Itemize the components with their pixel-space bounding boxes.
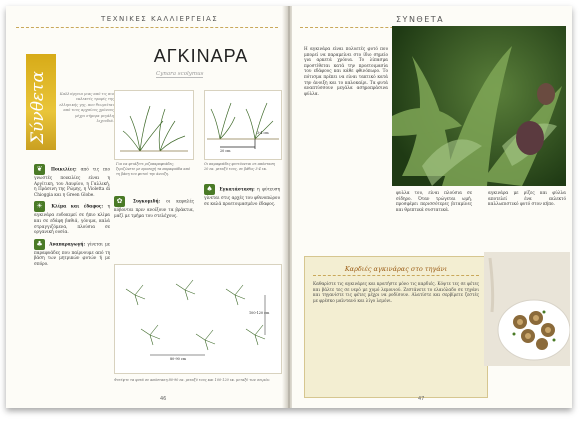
recipe-rule [313,275,479,276]
page-number-right: 47 [418,396,425,402]
figure-plant-spacing [114,264,282,374]
text-column-3: αγκινάρα με ρίζες και φύλλα αποτελεί ένα εκλεκτό καλλωπιστικό φυτό στον κήπο. [488,190,566,207]
page-number-left: 46 [160,396,167,402]
text-column-2: φυλλα του, είναι πλούσια σε σίδηρο. Όταν τρώγεται ωμή, προσφέρει περισσότερες βιταμίνες και θρεπτικά συστατικά. [396,190,472,212]
section-body: οι κεφαλές κόβονται πριν ανοίξουν τα βράκτια, μαζί με τμήμα του στελέχους. [114,198,194,218]
figure1-caption: Για να φτιάξετε ριζοπαραφυάδες, ξεριζώνετε με προσοχή τα παραφυάδα από τη βάση του φυτού την άνοιξη. [116,162,190,176]
figure-planting-depth [204,90,282,160]
dimension-label: 3-4 cm [257,131,269,135]
right-page [292,6,572,408]
artichoke-plant-photo [392,26,566,186]
sun-icon: ☀ [34,201,45,212]
figure2-caption: Οι παραφυάδες φυτεύονται σε απόσταση 20 εκ. μεταξύ τους, σε βάθος 3-4 εκ. [204,162,276,171]
left-page [6,6,286,408]
latin-name: Cynara scolymus [156,71,204,77]
header-rule [16,27,278,28]
artichoke-photo-art [392,26,566,186]
running-head-left: ΤΕΧΝΙΚΕΣ ΚΑΛΛΙΕΡΓΕΙΑΣ [101,15,219,23]
section-tab [26,54,56,150]
section-harvest [114,196,194,218]
text-column-1: Η αγκινάρα είναι πολυετές φυτό που μπορεί να παραμείνει στο ίδιο σημείο για αρκετά χρόνια. Το λίπασμα προστίθεται κατά την προετοιμασία του εδάφους και κάθε φθινόπωρο. Το πότισμα πρέπει να είναι τακτικό κατά την άνοιξη και το καλοκαίρι. Τα φυτά αναπτύσσουν μεγάλα ασημοπράσινα φύλλα. [304,46,388,96]
dimension-label: 100-120 cm [249,311,270,315]
section-heading: Αναπαραγωγή: [49,241,85,247]
dimension-label: 20 cm [220,149,231,153]
dish-photo-art [484,252,570,366]
recipe-box [304,256,488,398]
artichoke-plant-illustration [115,91,193,159]
section-installation [204,184,280,206]
dimension-label: 80-90 cm [170,357,186,361]
text-column-middle [114,196,194,218]
recipe-dish-photo [484,252,570,366]
text-column-right [204,184,280,206]
book-spread [6,6,572,408]
intro-text: Καλλιέργεια μιας από τις πιο εκλεκτές τροφές της ελληνικής γης, που θεωρείται από τους αρχαίους χρόνους μέχρι σήμερα μεγάλη λιχουδιά. [59,92,114,124]
section-tab-label: Σύνθετα [28,71,48,144]
basket-icon: ✿ [114,196,125,207]
recipe-title: Καρδιές αγκινάρας στο τηγάνι [344,265,448,273]
leaf-icon: ❦ [34,164,45,175]
section-heading: Κλίμα και έδαφος: [51,203,104,209]
section-body: από τις πιο γνωστές ποικιλίες είναι η Αργίτικη, του Λαυρίου, η Γαλλική, η Πράσινη της Ρώμης, η Violetta di Chioggia και η Green Globe. [34,166,110,197]
section-climate-soil [34,201,110,234]
page-title: ΑΓΚΙΝΑΡΑ [153,46,249,66]
section-heading: Εγκατάσταση: [219,186,255,192]
planting-depth-illustration [205,91,281,159]
section-propagation [34,239,110,267]
section-body: γίνεται με παραφυάδες που παίρνουμε από τη βάση των μητρικών φυτών ή με σπόρο. [34,241,110,266]
spacing-diagram [115,265,281,373]
running-head-right: ΣΥΝΘΕΤΑ [396,15,445,24]
section-varieties [34,164,110,197]
text-column-left [34,164,110,267]
recipe-body: Καθαρίστε τις αγκινάρες και κρατήστε μόνο τις καρδιές. Κόψτε τες σε φέτες και βάλτε τες σε νερό με χυμό λεμονιού. Ζεστάνετε το ελαιόλαδο σε τηγάνι και τηγανίστε τις φέτες μέχρι να ροδίσουν. Αλατίστε και σερβίρετε ζεστές με φρέσκο μαϊντανό και λίγο λεμόνι. [313,281,479,303]
seedling-icon: ♣ [34,239,45,250]
section-heading: Συγκομιδή: [133,198,161,204]
section-body: η φύτευση γίνεται στις αρχές του φθινοπώρου σε καλά προετοιμασμένο έδαφος. [204,186,280,206]
section-body: η αγκινάρα ευδοκιμεί σε ήπιο κλίμα και σε εδάφη βαθιά, γόνιμα, καλά στραγγιζόμενα, πλούσια σε οργανική ουσία. [34,203,110,235]
figure3-caption: Φυτέψτε τα φυτά σε απόσταση 80-90 εκ. μεταξύ τους και 100-120 εκ. μεταξύ των σειρών. [114,378,271,382]
section-heading: Ποικιλίες: [51,166,77,172]
spade-icon: ♠ [204,184,215,195]
figure-offshoot-removal [114,90,194,160]
